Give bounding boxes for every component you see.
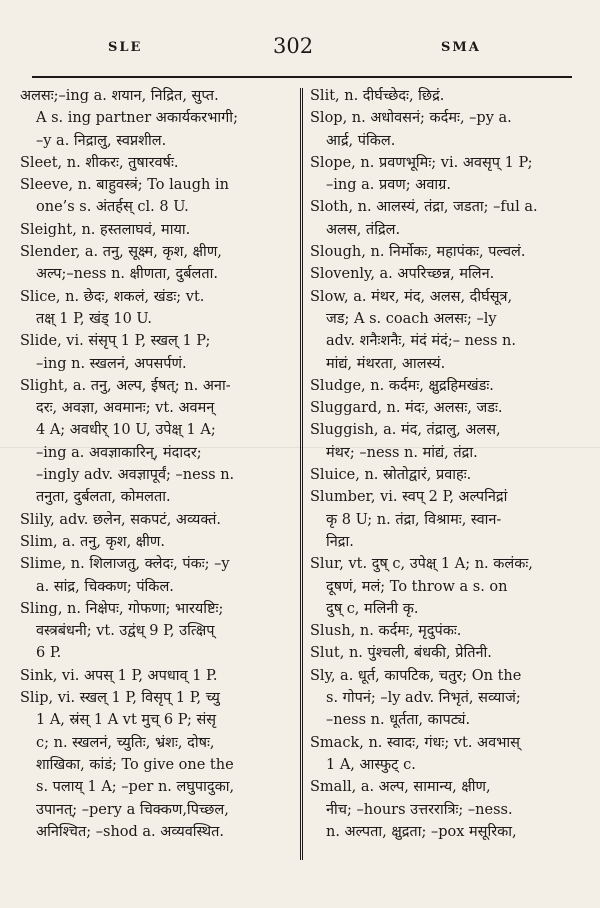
left-column (20, 85, 290, 843)
entry-line: अलस, तंद्रिल. (326, 221, 401, 238)
entry-line: Sleight, n. हस्तलाघवं, माया. (20, 221, 191, 238)
entry-line: one’s s. अंतर्हस् cl. 8 U. (36, 199, 189, 216)
entry-line: Slush, n. कर्दमः, मृदुपंकः. (310, 623, 462, 640)
entry-line: 4 A; अवधीर् 10 U, उपेक्ष् 1 A; (36, 422, 216, 439)
entry-line: दुष् c, मलिनी कृ. (326, 600, 419, 617)
entry-line: दरः, अवज्ञा, अवमानः; vt. अवमन् (36, 400, 215, 417)
entry-line: Slender, a. तनु, सूक्ष्म, कृश, क्षीण, (20, 244, 222, 261)
entry-line: n. अल्पता, क्षुद्रता; –pox मसूरिका, (326, 823, 517, 840)
entry-line: मंथर; –ness n. मांद्यं, तंद्रा. (326, 444, 478, 461)
entry-line: Sluggish, a. मंद, तंद्रालु, अलस, (310, 422, 501, 439)
entry-line: Sluice, n. स्रोतोद्वारं, प्रवाहः. (310, 467, 472, 484)
entry-line: नीच; –hours उत्तररात्रिः; –ness. (326, 801, 513, 818)
guide-word-first: SLE (108, 40, 143, 55)
entry-line: Slumber, vi. स्वप् 2 P, अल्पनिद्रां (310, 489, 508, 506)
entry-line: आर्द्र, पंकिल. (326, 132, 396, 149)
entry-line: Slily, adv. छलेन, सकपटं, अव्यक्तं. (20, 511, 221, 528)
entry-line: Sloth, n. आलस्यं, तंद्रा, जडता; –ful a. (310, 199, 538, 216)
entry-line: –ing n. स्खलनं, अपसर्पणं. (36, 355, 187, 372)
entry-line: Slip, vi. स्खल् 1 P, विसृप् 1 P, च्यु (20, 690, 220, 707)
entry-line: s. गोपनं; –ly adv. निभृतं, सव्याजं; (326, 690, 521, 707)
page-number: 302 (273, 34, 314, 58)
entry-line: Sleeve, n. बाहुवस्त्रं; To laugh in (20, 177, 229, 194)
entry-line: जड; A s. coach अलसः; –ly (326, 310, 497, 327)
entry-line: –y a. निद्रालु, स्वप्नशील. (36, 132, 167, 149)
entry-line: 1 A, आस्फुट् c. (326, 756, 416, 773)
entry-line: Slight, a. तनु, अल्प, ईषत्; n. अना- (20, 377, 231, 394)
entry-line: A s. ing partner अकार्यकरभागी; (36, 110, 238, 127)
entry-line: –ness n. धूर्तता, कापट्यं. (326, 712, 471, 729)
entry-line: कृ 8 U; n. तंद्रा, विश्रामः, स्वान- (326, 511, 502, 528)
entry-line: वस्त्रबंधनी; vt. उद्वंध् 9 P, उत्क्षिप् (36, 623, 215, 640)
entry-line: दूषणं, मलं; To throw a s. on (326, 578, 508, 595)
entry-line: Slime, n. शिलाजतु, क्लेदः, पंकः; –y (20, 556, 230, 573)
entry-line: adv. शनैःशनैः, मंदं मंदं;– ness n. (326, 333, 516, 350)
entry-line: Slice, n. छेदः, शकलं, खंडः; vt. (20, 288, 205, 305)
entry-line: निद्रा. (326, 533, 354, 550)
page-header (0, 0, 600, 80)
entry-line: शाखिका, कांडं; To give one the (36, 756, 234, 773)
entry-line: Slope, n. प्रवणभूमिः; vi. अवसृप् 1 P; (310, 154, 533, 171)
entry-line: Slut, n. पुंश्चली, बंधकी, प्रेतिनी. (310, 645, 492, 662)
entry-line: –ingly adv. अवज्ञापूर्वं; –ness n. (36, 467, 235, 484)
guide-word-last: SMA (441, 40, 481, 55)
right-column (310, 85, 578, 843)
entry-line: तक्ष् 1 P, खंड् 10 U. (36, 310, 152, 327)
entry-line: 1 A, स्रंस् 1 A vt मुच् 6 P; संसृ (36, 712, 217, 729)
entry-line: Sluggard, n. मंदः, अलसः, जडः. (310, 400, 503, 417)
entry-line: Sling, n. निक्षेपः, गोफणा; भारयष्टिः; (20, 600, 224, 617)
entry-line: अलसः;–ing a. शयान, निद्रित, सुप्त. (20, 88, 219, 104)
entry-line: Slough, n. निर्मोकः, महापंकः, पल्वलं. (310, 244, 526, 261)
entry-line: Small, a. अल्प, सामान्य, क्षीण, (310, 779, 491, 796)
entry-line: तनुता, दुर्बलता, कोमलता. (36, 489, 171, 506)
entry-line: Slit, n. दीर्घच्छेदः, छिद्रं. (310, 88, 445, 104)
entry-line: Slim, a. तनु, कृश, क्षीण. (20, 533, 166, 550)
entry-line: Sly, a. धूर्त, कापटिक, चतुर; On the (310, 667, 522, 684)
entry-line: Slop, n. अधोवसनं; कर्दमः, –py a. (310, 110, 512, 127)
entry-line: अनिश्चित; –shod a. अव्यवस्थित. (36, 823, 225, 840)
entry-line: Sludge, n. कर्दमः, क्षुद्रहिमखंडः. (310, 377, 494, 394)
entry-line: –ing a. अवज्ञाकारिन्, मंदादर; (36, 444, 202, 461)
entry-line: –ing a. प्रवण; अवाग्र. (326, 177, 451, 194)
entry-line: Slovenly, a. अपरिच्छन्न, मलिन. (310, 266, 495, 283)
entry-line: 6 P. (36, 645, 62, 662)
entry-line: Smack, n. स्वादः, गंधः; vt. अवभास् (310, 734, 520, 751)
entry-line: a. सांद्र, चिक्कण; पंकिल. (36, 578, 174, 595)
entry-line: Slur, vt. दुष् c, उपेक्ष् 1 A; n. कलंकः, (310, 556, 533, 573)
entry-line: अल्प;–ness n. क्षीणता, दुर्बलता. (36, 266, 218, 283)
entry-line: मांद्यं, मंथरता, आलस्यं. (326, 355, 446, 372)
column-divider (300, 88, 303, 860)
entry-line: Slide, vi. संसृप् 1 P, स्खल् 1 P; (20, 333, 211, 350)
entry-line: Sink, vi. अपस् 1 P, अपधाव् 1 P. (20, 667, 218, 684)
entry-line: उपानत्; –pery a चिक्कण,पिच्छल, (36, 801, 229, 818)
entry-line: Sleet, n. शीकरः, तुषारवर्षः. (20, 154, 179, 171)
entry-line: s. पलाय् 1 A; –per n. लघुपादुका, (36, 779, 235, 796)
entry-line: Slow, a. मंथर, मंद, अलस, दीर्घसूत्र, (310, 288, 513, 305)
entry-line: c; n. स्खलनं, च्युतिः, भ्रंशः, दोषः, (36, 734, 215, 751)
header-rule (32, 76, 572, 78)
